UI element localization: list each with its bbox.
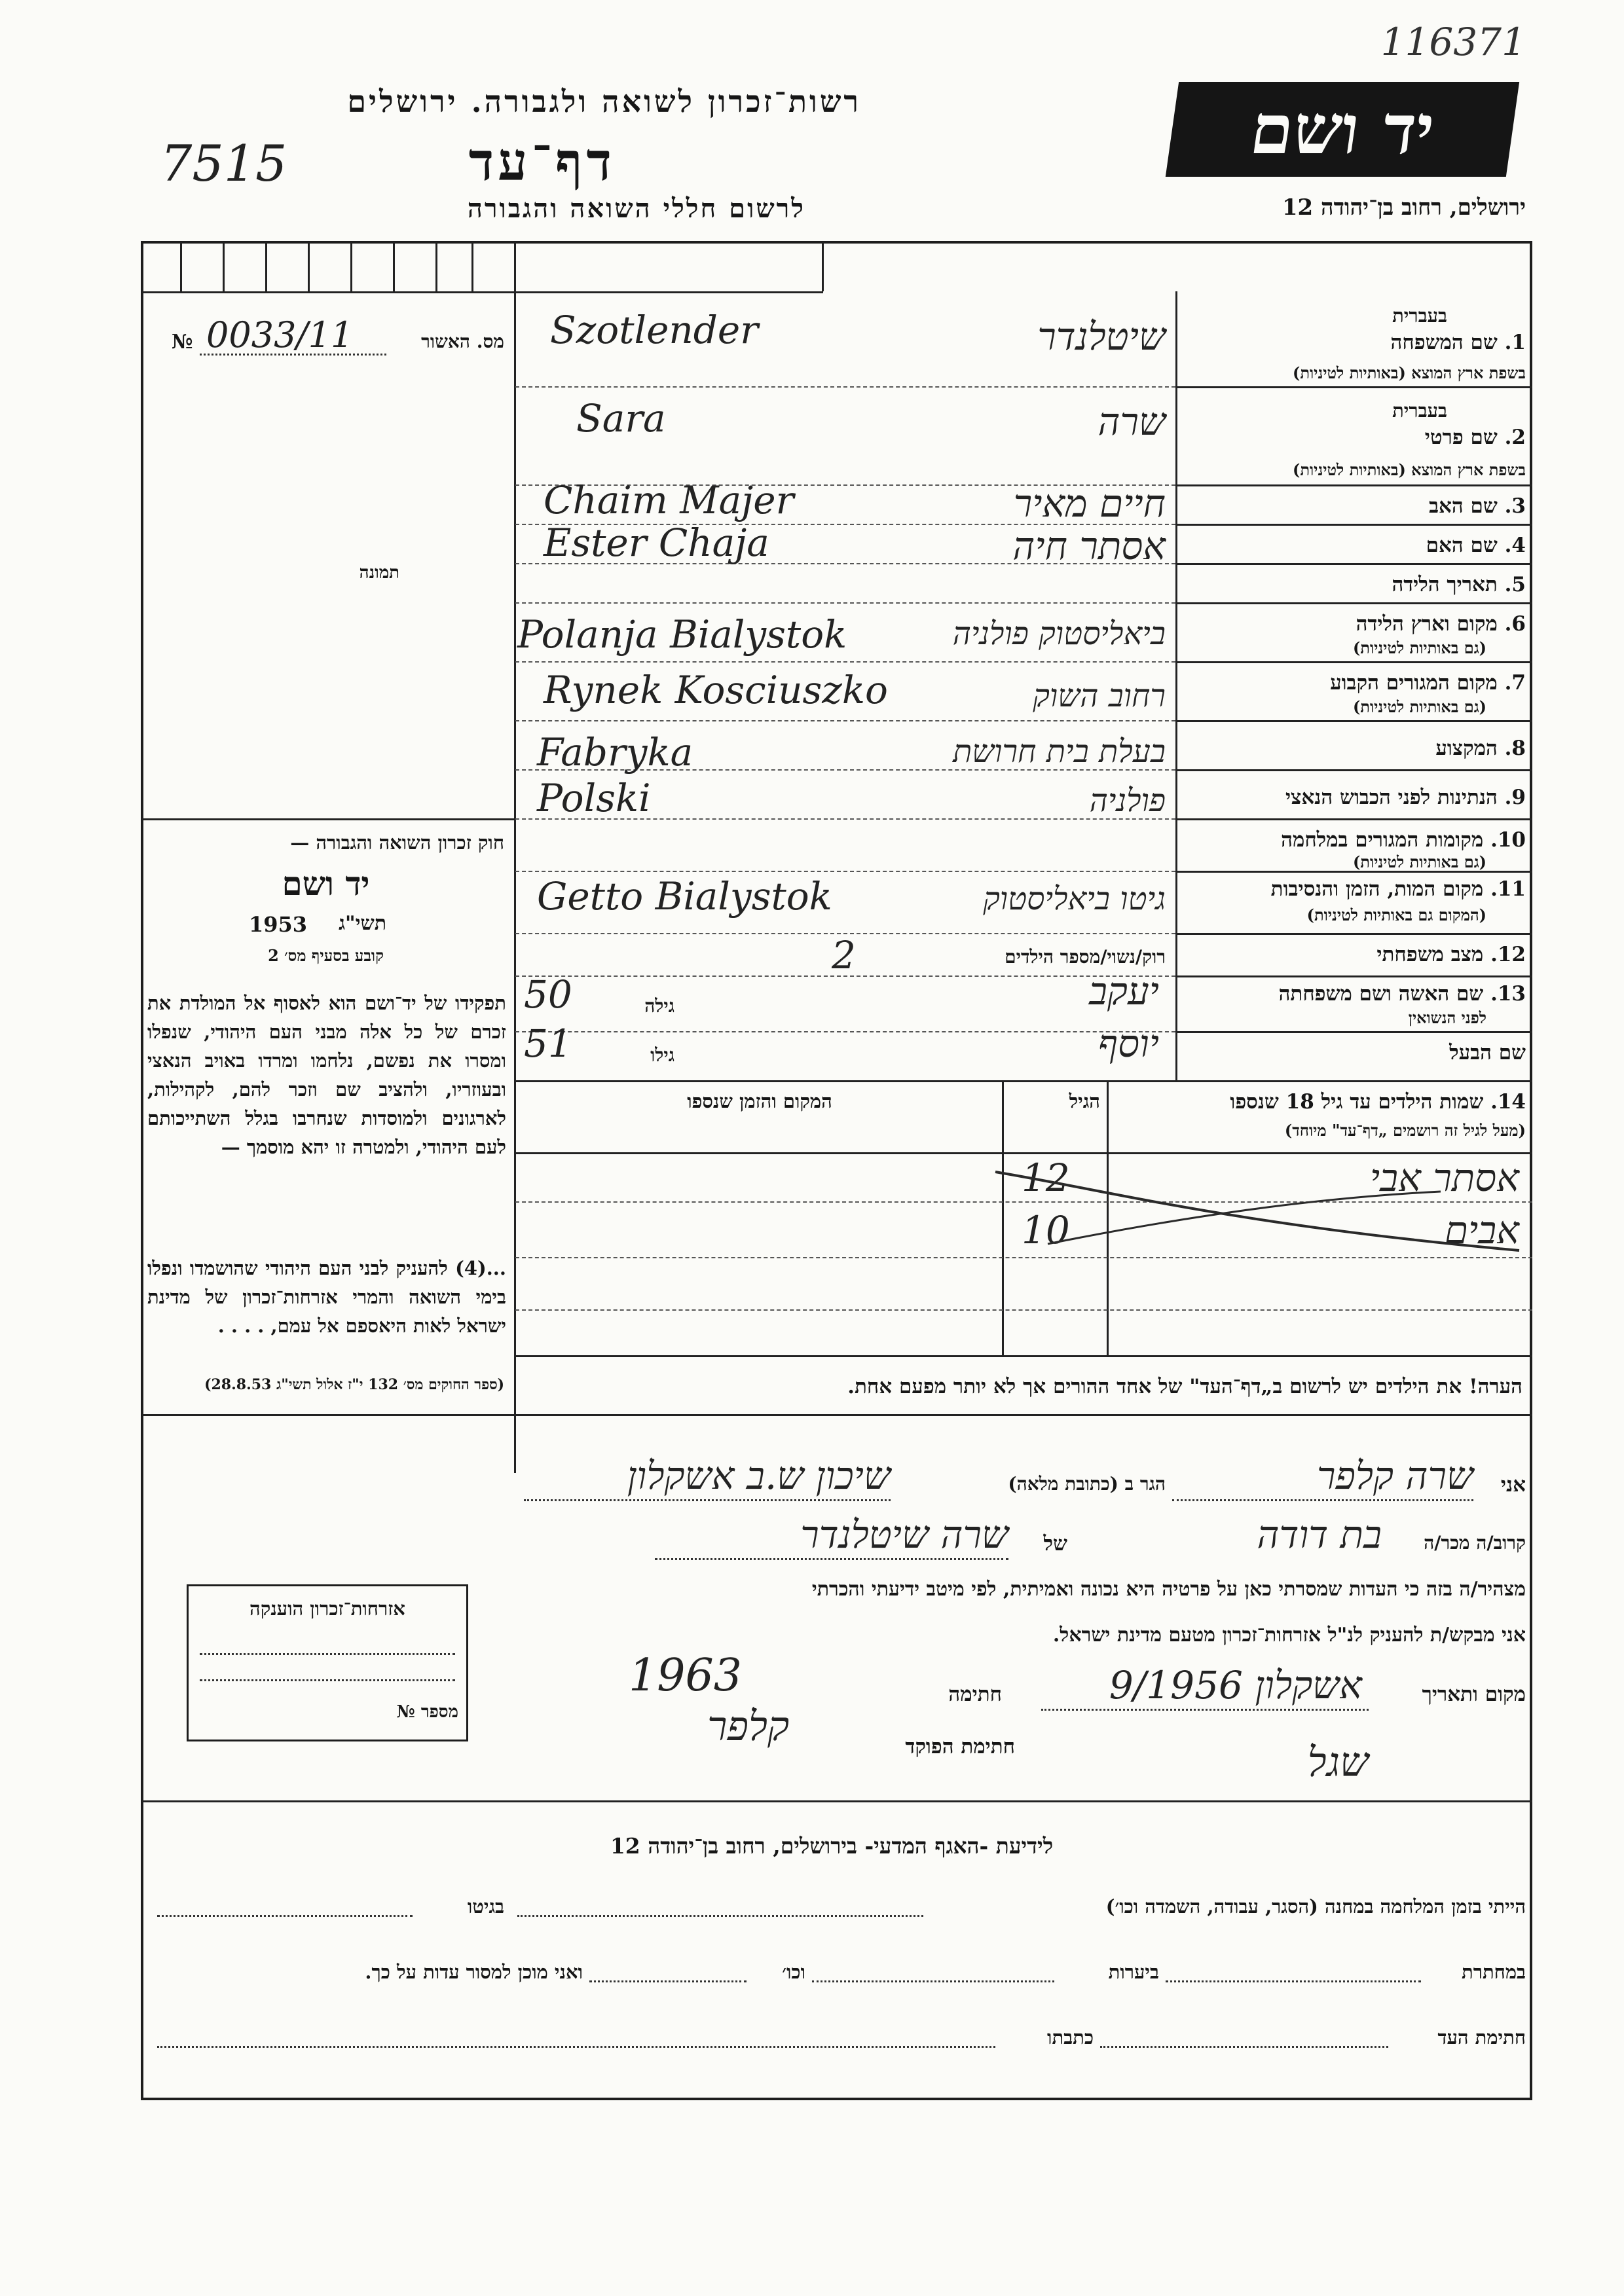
- child-1-age: 12: [1022, 1156, 1070, 1200]
- declarant-name: שרה קלפר: [1316, 1453, 1473, 1498]
- logo-text: יד ושם: [1246, 89, 1439, 170]
- law-text-2: ...(4) להעניק לבני העם היהודי שהושמדו ונפלו בימי השואה והמרי אזרחות־זכרון של מדינת ישראל לאות היאספם אל עמם, . . . .: [147, 1257, 506, 1337]
- relation-label: קרוב/ה מכר/ה: [1424, 1532, 1526, 1554]
- form-title: דף־עד: [468, 131, 616, 192]
- photo-label: תמונה: [359, 563, 399, 583]
- field-7-hebrew: רחוב השוק: [1033, 678, 1166, 714]
- signature-label: חתימה: [948, 1683, 1002, 1706]
- approval-number: 0033/11: [206, 314, 354, 355]
- husband-age-label: גילו: [650, 1044, 674, 1066]
- husband-age: 51: [524, 1021, 572, 1066]
- field-11-hebrew: גיטו ביאליסטוק: [983, 881, 1166, 917]
- field-12-label: 12. מצב משפחתי: [1376, 943, 1526, 966]
- field-11-label: 11. מקום המות, הזמן והנסיבות: [1270, 877, 1526, 901]
- field-2-label: 2. שם פרטי: [1424, 426, 1526, 449]
- of-name: שרה שיטלנדר: [800, 1512, 1008, 1557]
- wife-name: יעקב: [1088, 969, 1159, 1013]
- footer-title: לידיעת -האגף המדעי- בירושלים, רחוב בן־יהודה 12: [610, 1833, 1054, 1859]
- place-date-label: מקום ותאריך: [1422, 1683, 1526, 1706]
- place-date: אשקלון 9/1956: [1109, 1663, 1362, 1707]
- field-1-tag: בעברית: [1392, 304, 1447, 327]
- field-9-hebrew: פולניה: [1089, 782, 1166, 819]
- child-2-name: אבים: [1444, 1208, 1519, 1252]
- law-source: (ספר החוקים מס׳ 132 י"ז אלול תשי"ג 28.8.53): [204, 1376, 504, 1393]
- field-4-hebrew: אסתר חיה: [1012, 524, 1166, 568]
- children-table-subtitle: (מעל לגיל זה רושמים „דף־עד" מיוחד): [1284, 1121, 1526, 1140]
- label-column-divider: [1175, 291, 1177, 1080]
- strike-through-mark: [982, 1152, 1539, 1283]
- field-2-sublabel: בשפת ארץ המוצא (באותיות לטיניות): [1293, 460, 1526, 479]
- field-8-latin: Fabryka: [537, 730, 693, 774]
- address: ירושלים, רחוב בן־יהודה 12: [1282, 194, 1526, 221]
- record-code: 1963: [629, 1650, 743, 1702]
- field-6-label: 6. מקום וארץ הלידה: [1356, 612, 1526, 636]
- officer-signature: שגל: [1307, 1738, 1369, 1786]
- footer-line3-a: חתימת העד: [1437, 2026, 1526, 2049]
- field-11-latin: Getto Bialystok: [537, 874, 832, 919]
- authority-title: רשות־זכרון לשואה ולגבורה. ירושלים: [347, 84, 861, 119]
- of-label: של: [1043, 1532, 1067, 1556]
- officer-label: חתימת הפוקד: [905, 1735, 1015, 1758]
- statement-1: מצהיר/ה בזה כי העדות שמסרתי כאן על פרטיה היא נכונה ואמיתית, לפי מיטב ידיעתי והכרתי: [811, 1578, 1526, 1601]
- law-text-1: תפקידו של יד־ושם הוא לאסוף אל המולדת את זכרם של כל אלה מבני העם היהודי, שנפלו ומסרו את נפשם, נלחמו ומרדו באויב הנאצי ובעוזריו, ולהציב שם וזכר להם, לקהילות, לארגונים ולמוסדות שנחרבו בגלל השתייכותם לעם היהודי, ולמטרה זו יהא מוסמך —: [147, 992, 506, 1158]
- children-count: 2: [832, 933, 856, 977]
- husband-name: יוסף: [1098, 1021, 1159, 1066]
- citizenship-number-label: מספר №: [396, 1702, 458, 1722]
- child-1-name: אסתר אבי: [1369, 1156, 1519, 1200]
- form-subtitle: לרשום חללי השואה והגבורה: [467, 193, 805, 224]
- law-title: חוק זכרון השואה והגבורה —: [290, 831, 504, 854]
- field-1-latin: Szotlender: [550, 308, 758, 352]
- law-name: יד ושם: [282, 864, 370, 903]
- field-3-hebrew: חיים מאיר: [1013, 481, 1166, 526]
- law-year-he: תשי"ג: [339, 912, 386, 935]
- children-count-label: רוק/נשוי/מספר הילדים: [1005, 946, 1166, 968]
- left-column-divider: [514, 242, 516, 1473]
- field-4-latin: Ester Chaja: [544, 520, 769, 565]
- wife-age-label: גילה: [644, 995, 674, 1017]
- residing-label: הגר ב (כתובת מלאה): [1008, 1473, 1166, 1495]
- field-6-sublabel: (גם באותיות לטיניות): [1352, 638, 1486, 657]
- footer-line2-d: ואני מוכן למסור עדות על כך.: [365, 1961, 583, 1983]
- footer-line3-b: כתבתו: [1047, 2026, 1094, 2049]
- wife-age: 50: [524, 972, 572, 1017]
- field-11-sublabel: (המקום גם באותיות לטיניות): [1306, 905, 1486, 924]
- col-age-header: הגיל: [1069, 1090, 1100, 1112]
- footer-line1-a: הייתי בזמן המלחמה במחנה (הסגר, עבודה, השמדה וכו׳): [1105, 1895, 1526, 1918]
- relation: בת דודה: [1257, 1512, 1382, 1557]
- handwritten-form-number: 7515: [160, 134, 287, 192]
- declarant-signature: קלפר: [707, 1702, 790, 1750]
- field-10-label: 10. מקומות המגורים במלחמה: [1281, 828, 1526, 852]
- declaration-i-label: אני: [1500, 1473, 1526, 1497]
- field-9-label: 9. הנתינות לפני הכבוש הנאצי: [1285, 786, 1526, 809]
- field-7-sublabel: (גם באותיות לטיניות): [1352, 697, 1486, 716]
- field-5-label: 5. תאריך הלידה: [1392, 573, 1526, 596]
- corner-number: 116371: [1380, 20, 1526, 64]
- field-8-label: 8. המקצוע: [1435, 737, 1526, 760]
- child-2-age: 10: [1022, 1208, 1070, 1252]
- field-2-tag: בעברית: [1392, 399, 1447, 422]
- field-2-hebrew: שרה: [1098, 399, 1166, 444]
- col-place-header: המקום והזמן שנספו: [687, 1090, 832, 1112]
- field-9-latin: Polski: [537, 776, 651, 820]
- citizenship-box-title: אזרחות־זכרון הוענקה: [249, 1597, 405, 1620]
- field-13-sublabel: לפני הנשואין: [1408, 1008, 1486, 1027]
- footer-line2-c: וכו׳: [782, 1961, 805, 1983]
- law-year: 1953: [249, 912, 308, 937]
- field-8-hebrew: בעלת בית חרושת: [952, 733, 1166, 770]
- field-3-label: 3. שם האב: [1429, 494, 1526, 518]
- top-strip-bottom: [142, 291, 823, 293]
- husband-label: שם הבעל: [1449, 1041, 1526, 1065]
- field-1-label: 1. שם המשפחה: [1390, 331, 1526, 354]
- field-2-latin: Sara: [576, 396, 666, 441]
- field-7-latin: Rynek Kosciuszko: [544, 668, 888, 712]
- approval-label: מס. האשור: [421, 331, 504, 352]
- field-13-label: 13. שם האשה ושם משפחתה: [1278, 982, 1526, 1006]
- children-table-title: 14. שמות הילדים עד גיל 18 שנספו: [1230, 1090, 1526, 1114]
- declarant-address: שיכון ש.ב אשקלון: [627, 1453, 891, 1498]
- footer-line2-b: ביערות: [1108, 1961, 1159, 1983]
- field-10-sublabel: (גם באותיות לטיניות): [1352, 852, 1486, 871]
- field-1-sublabel: בשפת ארץ המוצא (באותיות לטיניות): [1293, 363, 1526, 382]
- yad-vashem-logo: [1166, 82, 1519, 177]
- law-clause: קובע בסעיף מס׳ 2: [268, 946, 384, 965]
- statement-2: אני מבקש/ת להעניק לנ"ל אזרחות־זכרון מטעם מדינת ישראל.: [1052, 1624, 1526, 1647]
- footer-line2-a: במחתרת: [1462, 1961, 1526, 1983]
- field-1-hebrew: שיטלנדר: [1037, 314, 1166, 359]
- field-4-label: 4. שם האם: [1426, 534, 1526, 557]
- field-7-label: 7. מקום המגורים הקבוע: [1330, 671, 1526, 695]
- footer-line1-b: בגיטו: [467, 1895, 504, 1918]
- field-3-latin: Chaim Majer: [544, 478, 794, 522]
- field-6-latin: Polanja Bialystok: [517, 612, 847, 657]
- approval-no-symbol: №: [172, 331, 193, 354]
- field-6-hebrew: ביאליסטוק פולניה: [952, 615, 1166, 652]
- note: הערה! את הילדים יש לרשום ב„דף־העד" של אחד ההורים אך לא יותר מפעם אחת.: [847, 1375, 1522, 1398]
